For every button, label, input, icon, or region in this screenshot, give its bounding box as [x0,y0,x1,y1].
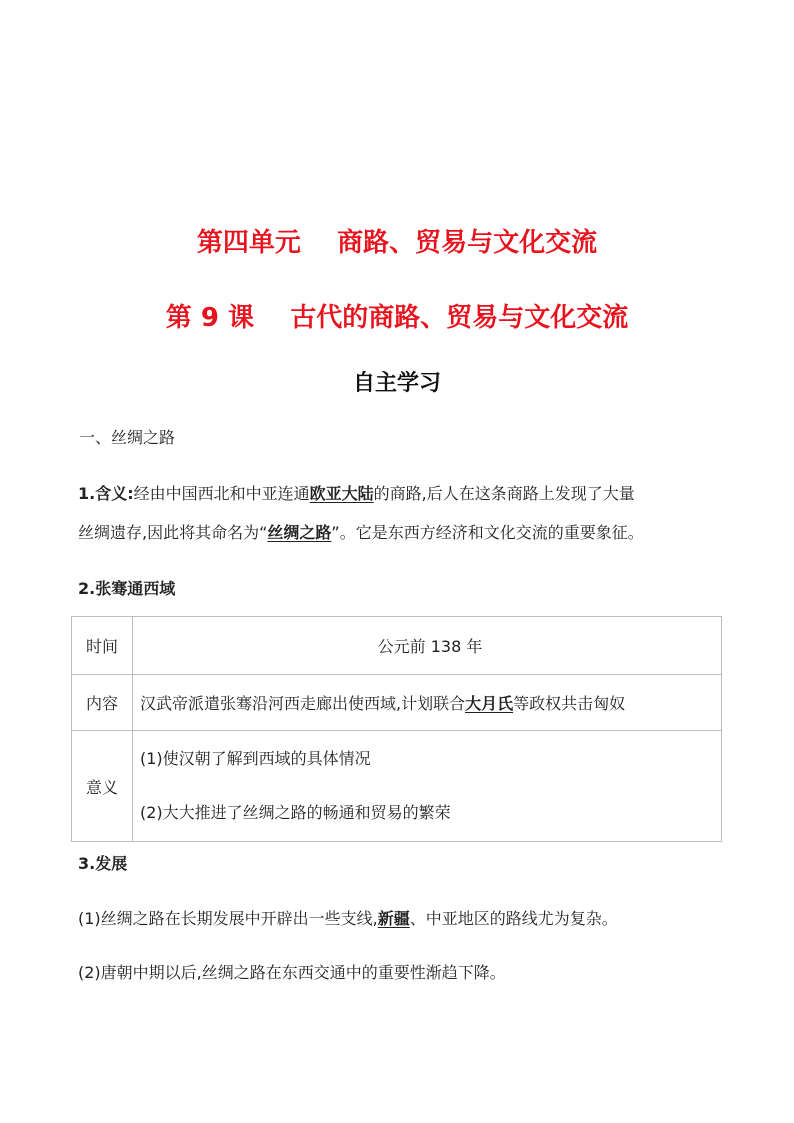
definition-text-c: 丝绸遗存,因此将其命名为“ [78,523,268,542]
part-heading-silk-road: 一、丝绸之路 [79,428,176,447]
zhang-qian-table [71,616,722,842]
development-item1-text-a: (1)丝绸之路在长期发展中开辟出一些支线, [78,909,378,928]
definition-line-2 [78,520,644,543]
development-item1-text-b: 、中亚地区的路线尤为复杂。 [409,909,618,928]
development-item-1 [78,906,618,929]
content-text-a: 汉武帝派遣张骞沿河西走廊出使西域,计划联合 [140,694,466,713]
definition-text-a: 经由中国西北和中亚连通 [133,484,310,503]
definition-line-1 [78,481,635,504]
table-row-content [72,675,722,731]
significance-item-1: (1)使汉朝了解到西域的具体情况 [140,749,371,768]
definition-label: 1.含义: [78,484,134,503]
development-item-2: (2)唐朝中期以后,丝绸之路在东西交通中的重要性渐趋下降。 [78,963,506,982]
lesson-title: 第 9 课 古代的商路、贸易与文化交流 [165,303,629,333]
definition-text-b: 的商路,后人在这条商路上发现了大量 [373,484,635,503]
significance-value [133,731,722,842]
key-term-silk-road: 丝绸之路 [267,523,332,542]
significance-item-2: (2)大大推进了丝绸之路的畅通和贸易的繁荣 [140,803,451,822]
content-text-b: 等政权共击匈奴 [513,694,626,713]
table-row-significance [72,731,722,842]
significance-label: 意义 [72,731,133,842]
content-label: 内容 [72,675,133,731]
section-heading: 自主学习 [352,371,441,396]
time-label: 时间 [72,617,133,675]
table-row-time [72,617,722,675]
definition-text-d: ”。它是东西方经济和文化交流的重要象征。 [331,523,644,542]
zhang-qian-heading: 2.张骞通西域 [78,579,176,598]
development-heading: 3.发展 [78,854,128,873]
time-value: 公元前 138 年 [133,617,722,675]
unit-title: 第四单元 商路、贸易与文化交流 [196,228,598,258]
key-term-yuezhi: 大月氏 [465,694,514,713]
key-term-eurasia: 欧亚大陆 [309,484,374,503]
key-term-xinjiang: 新疆 [377,909,410,928]
content-value [133,675,722,731]
